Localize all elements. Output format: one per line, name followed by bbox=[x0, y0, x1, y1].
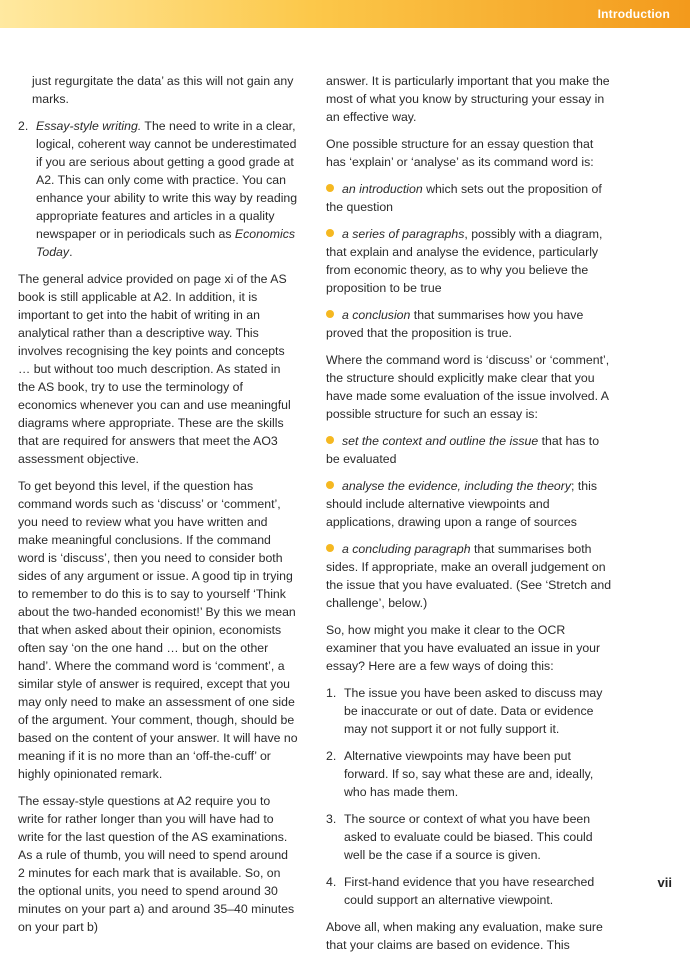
bullet-item bbox=[326, 477, 616, 531]
bullet-emphasis: a concluding paragraph bbox=[342, 542, 471, 556]
bullet-dot-icon bbox=[326, 310, 334, 318]
bullet-text: , possibly with a diagram, that explain and analyse the evidence, particularly from economic theory, as to why you believe the proposition to be true bbox=[326, 227, 603, 295]
left-column bbox=[18, 72, 298, 945]
bullet-emphasis: set the context and outline the issue bbox=[342, 434, 539, 448]
paragraph-essay-timing: The essay-style questions at A2 require you to write for rather longer than you will have had to write for the last question of the AS examinations. As a rule of thumb, you will need to spend around 2 minutes for each mark that is available. So, on the optional units, you need to spend around 30 minutes on your part a) and around 35–40 minutes on your part b) bbox=[18, 794, 295, 934]
numbered-item bbox=[326, 873, 616, 909]
item-end: . bbox=[69, 245, 73, 259]
bullet-emphasis: a series of paragraphs bbox=[342, 227, 465, 241]
numbered-item bbox=[326, 747, 616, 801]
bullet-emphasis: a conclusion bbox=[342, 308, 411, 322]
item-text: Alternative viewpoints may have been put forward. If so, say what these are and, ideally, who has made them. bbox=[344, 749, 594, 799]
bullet-item bbox=[326, 225, 616, 297]
item-number: 3. bbox=[326, 812, 337, 826]
bullet-dot-icon bbox=[326, 481, 334, 489]
bullet-dot-icon bbox=[326, 436, 334, 444]
section-label: Introduction bbox=[597, 7, 670, 21]
item-number: 1. bbox=[326, 686, 337, 700]
item-text: First-hand evidence that you have researched could support an alternative viewpoint. bbox=[344, 875, 595, 907]
item-number: 4. bbox=[326, 875, 337, 889]
paragraph-structure-explain: One possible structure for an essay question that has ‘explain’ or ‘analyse’ as its command word is: bbox=[326, 137, 594, 169]
numbered-item bbox=[326, 684, 616, 738]
paragraph-evaluation-question: So, how might you make it clear to the OCR examiner that you have evaluated an issue in your essay? Here are a few ways of doing this: bbox=[326, 623, 601, 673]
header-band bbox=[0, 0, 690, 28]
right-column bbox=[326, 72, 616, 963]
right-continuation: answer. It is particularly important that you make the most of what you know by structuring your essay in an effective way. bbox=[326, 74, 610, 124]
bullet-item bbox=[326, 432, 616, 468]
bullet-dot-icon bbox=[326, 229, 334, 237]
paragraph-general-advice: The general advice provided on page xi of the AS book is still applicable at A2. In addition, it is important to get into the habit of writing in an analytical rather than a descriptive way. This involves recognising the key points and concepts … but without too much description. As stated in the AS book, try to use the terminology of economics whenever you can and use meaningful diagrams where appropriate. These are the skills that are required for answers that meet the AO3 assessment objective. bbox=[18, 272, 291, 466]
bullet-text: that has to be evaluated bbox=[326, 434, 600, 466]
left-continuation: just regurgitate the data’ as this will not gain any marks. bbox=[32, 74, 294, 106]
bullet-item bbox=[326, 306, 616, 342]
item-title: Essay-style writing. bbox=[36, 119, 142, 133]
bullet-dot-icon bbox=[326, 544, 334, 552]
numbered-item-2 bbox=[18, 117, 298, 261]
bullet-emphasis: an introduction bbox=[342, 182, 423, 196]
bullet-dot-icon bbox=[326, 184, 334, 192]
bullet-text: that summarises how you have proved that the proposition is true. bbox=[326, 308, 584, 340]
item-number: 2. bbox=[18, 119, 29, 133]
bullet-item bbox=[326, 180, 616, 216]
numbered-item bbox=[326, 810, 616, 864]
page-number: vii bbox=[657, 875, 672, 890]
paragraph-command-words: To get beyond this level, if the question has command words such as ‘discuss’ or ‘comment’, you need to review what you have written and make meaningful conclusions. If the command word is ‘discuss’, then you need to consider both sides of any argument or issue. A good tip in trying to remember to do this is to say to yourself ‘Think about the two-handed economist!’ By this we mean that when asked about their opinion, economists often say ‘on the one hand … but on the other hand’. Where the command word is ‘comment’, a similar style of answer is required, except that you may only need to make an assessment of one side of the argument. Your comment, though, should be based on the content of your answer. It will have no meaning if it is no more than an ‘off-the-cuff’ or highly opinionated remark. bbox=[18, 479, 298, 781]
periodical-name: Economics Today bbox=[36, 227, 296, 259]
bullet-text: ; this should include alternative viewpoints and applications, drawing upon a range of sources bbox=[326, 479, 597, 529]
paragraph-above-all: Above all, when making any evaluation, make sure that your claims are based on evidence. This bbox=[326, 920, 603, 952]
item-text: The source or context of what you have been asked to evaluate could be biased. This could well be the case if a source is given. bbox=[344, 812, 593, 862]
paragraph-structure-discuss: Where the command word is ‘discuss’ or ‘comment’, the structure should explicitly make clear that you have made some evaluation of the issue involved. A possible structure for such an essay is: bbox=[326, 353, 610, 421]
bullet-text: that summarises both sides. If appropriate, make an overall judgement on the issue that you have evaluated. (See ‘Stretch and challenge’, below.) bbox=[326, 542, 612, 610]
bullet-text: which sets out the proposition of the question bbox=[326, 182, 602, 214]
item-text: The issue you have been asked to discuss may be inaccurate or out of date. Data or evidence may not support it or not fully support it. bbox=[344, 686, 603, 736]
bullet-item bbox=[326, 540, 616, 612]
item-number: 2. bbox=[326, 749, 337, 763]
item-text: The need to write in a clear, logical, coherent way cannot be underestimated if you are serious about getting a good grade at A2. This can only come with practice. You can enhance your ability to write this way by reading appropriate features and articles in a quality newspaper or in periodicals such as bbox=[36, 119, 298, 241]
bullet-emphasis: analyse the evidence, including the theory bbox=[342, 479, 572, 493]
